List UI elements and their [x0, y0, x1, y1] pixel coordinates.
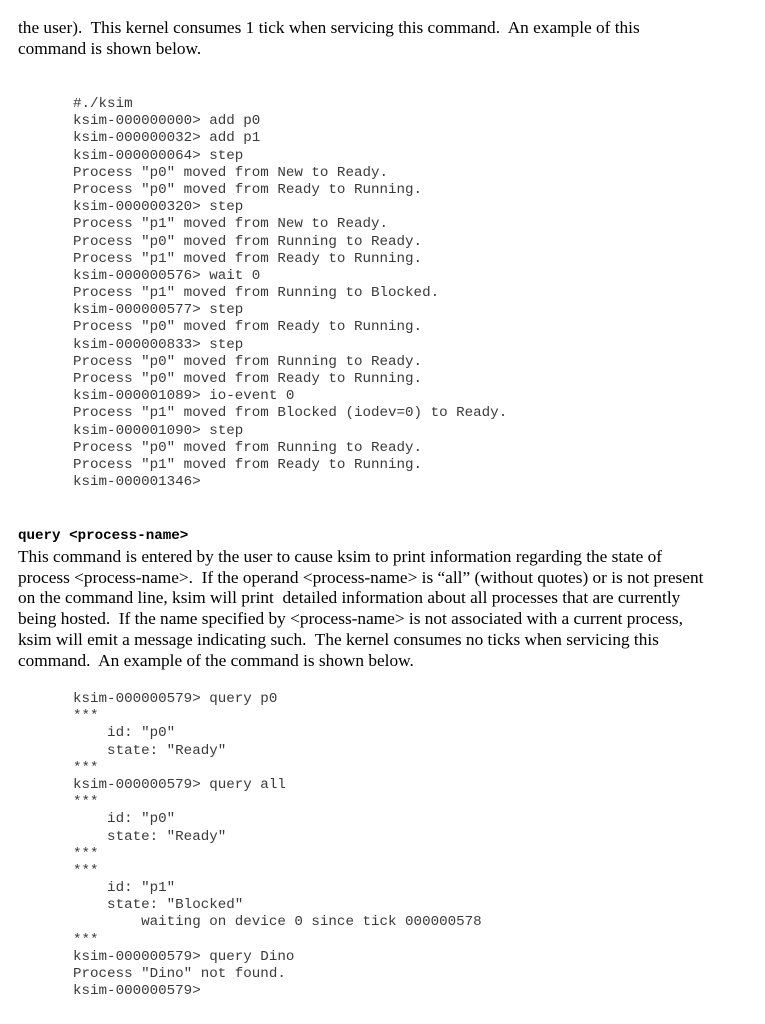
code-line: Process "p0" moved from Ready to Running.: [73, 319, 423, 336]
description-line: This command is entered by the user to cause ksim to print information regarding the state of: [18, 547, 663, 566]
code-line: ksim-000001090> step: [73, 422, 244, 439]
code-line: ksim-000000579>: [73, 983, 201, 1000]
code-line: id: "p0": [73, 811, 176, 828]
description-line: ksim will emit a message indicating such. The kernel consumes no ticks when servicing this: [18, 629, 659, 649]
code-line: ksim-000000064> step: [73, 147, 244, 164]
intro-line: command is shown below.: [18, 38, 202, 58]
description-line: being hosted. If the name specified by <process-name> is not associated with a current process,: [18, 609, 683, 629]
code-line: state: "Ready": [73, 828, 227, 845]
query-example-code-block: [73, 691, 482, 1000]
code-line: ksim-000000576> wait 0: [73, 267, 261, 284]
code-line: ksim-000000579> query Dino: [73, 948, 295, 965]
code-line: Process "Dino" not found.: [73, 966, 286, 982]
code-line: ***: [73, 794, 99, 811]
code-line: ksim-000000579> query p0: [73, 691, 278, 707]
code-line: Process "p1" moved from Running to Blocked.: [73, 285, 440, 302]
code-line: Process "p0" moved from Running to Ready.: [73, 353, 423, 370]
description-line: command. An example of the command is shown below.: [18, 650, 414, 670]
code-line: Process "p1" moved from Ready to Running.: [73, 250, 423, 267]
code-line: id: "p0": [73, 725, 176, 742]
code-line: id: "p1": [73, 880, 176, 897]
code-line: Process "p1" moved from New to Ready.: [73, 216, 389, 233]
code-line: ksim-000000000> add p0: [73, 113, 261, 130]
code-line: ksim-000000032> add p1: [73, 130, 261, 147]
code-line: Process "p0" moved from Running to Ready.: [73, 439, 423, 456]
code-line: Process "p0" moved from New to Ready.: [73, 164, 389, 181]
code-line: ksim-000000579> query all: [73, 776, 286, 793]
code-line: Process "p1" moved from Blocked (iodev=0) to Ready.: [73, 405, 508, 422]
code-line: waiting on device 0 since tick 000000578: [73, 914, 482, 931]
code-line: ksim-000000320> step: [73, 199, 244, 216]
intro-line: the user). This kernel consumes 1 tick when servicing this command. An example of this: [18, 18, 640, 37]
code-line: Process "p0" moved from Running to Ready.: [73, 233, 423, 250]
description-line: process <process-name>. If the operand <process-name> is “all” (without quotes) or is not present: [18, 567, 704, 587]
code-line: state: "Blocked": [73, 897, 244, 914]
code-line: ***: [73, 845, 99, 862]
query-description-paragraph: [18, 547, 748, 671]
step-example-code-block: [73, 96, 507, 491]
code-line: ***: [73, 862, 99, 879]
code-line: ksim-000001089> io-event 0: [73, 388, 295, 405]
code-line: ***: [73, 759, 99, 776]
code-line: ***: [73, 708, 99, 725]
code-line: ksim-000001346>: [73, 474, 201, 491]
code-line: Process "p0" moved from Ready to Running.: [73, 181, 423, 198]
query-command-heading: query <process-name>: [18, 528, 189, 544]
code-line: Process "p1" moved from Ready to Running.: [73, 456, 423, 473]
code-line: state: "Ready": [73, 742, 227, 759]
code-line: #./ksim: [73, 96, 133, 112]
code-line: ksim-000000833> step: [73, 336, 244, 353]
code-line: ***: [73, 931, 99, 948]
intro-paragraph: [18, 18, 748, 59]
code-line: Process "p0" moved from Ready to Running.: [73, 371, 423, 387]
code-line: ksim-000000577> step: [73, 302, 244, 319]
description-line: on the command line, ksim will print detailed information about all processes that are currently: [18, 588, 681, 608]
